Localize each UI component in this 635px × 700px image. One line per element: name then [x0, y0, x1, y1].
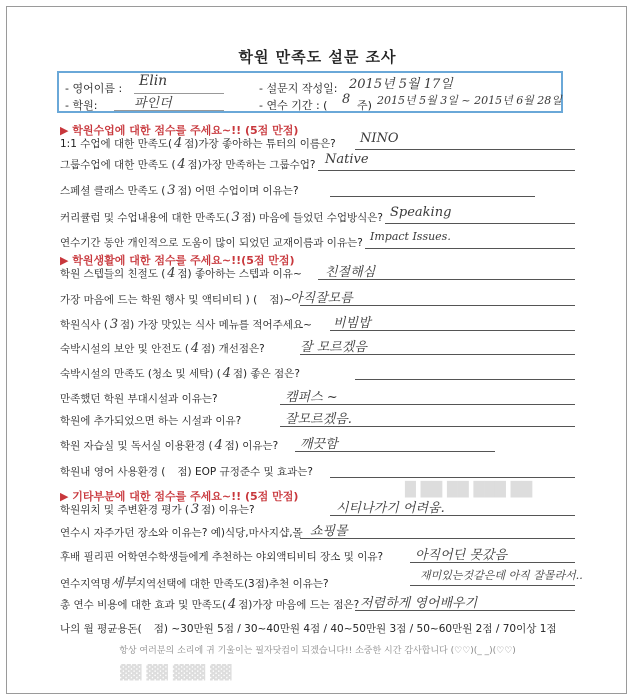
bleed-through-text: ▓▓ ▓▓ ▓▓▓ ▓▓: [120, 665, 232, 681]
question-text: 점) 마음에 들었던 수업방식은?: [241, 212, 383, 224]
study-period-label: - 연수 기간 : (: [259, 99, 328, 112]
handwritten-answer: 아직어딘 못갔음: [415, 548, 508, 563]
handwritten-answer: Native: [325, 152, 369, 167]
question-row: [60, 341, 265, 356]
question-label: 연수지역명: [60, 578, 111, 590]
question-text: 점) 가장 맛있는 식사 메뉴를 적어주세요~: [120, 319, 312, 331]
question-row: [60, 210, 383, 225]
question-label: 1:1 수업에 대한 만족도(: [60, 138, 173, 150]
handwritten-answer: 깨끗함: [300, 437, 338, 452]
question-score: 4: [214, 438, 223, 453]
handwritten-answer: 비빔밥: [333, 316, 371, 331]
question-label: 학원위치 및 주변환경 평가 (: [60, 504, 190, 516]
question-row: [60, 366, 300, 381]
section-school-life: ▶ 학원생활에 대한 점수를 주세요~!!(5점 만점): [60, 254, 295, 267]
handwritten-answer: 캠퍼스 ~: [285, 390, 338, 405]
handwritten-answer: 저렴하게 영어배우기: [360, 596, 478, 611]
section-class-satisfaction: ▶ 학원수업에 대한 점수를 주세요~!! (5점 만점): [60, 124, 299, 137]
bleed-through-text: █ ██ ██ ███ ██: [405, 482, 533, 498]
answer-underline: [410, 585, 575, 586]
question-score: 3: [231, 210, 240, 225]
question-label: 학원식사 (: [60, 319, 109, 331]
question-label: 학원 자습실 및 독서실 이용환경 (: [60, 440, 213, 452]
question-label: 연수기간 동안 개인적으로 도움이 많이 되었던 교재이름과 이유는?: [60, 237, 363, 249]
answer-underline: [318, 170, 575, 171]
question-label: 커리큘럼 및 수업내용에 대한 만족도(: [60, 212, 230, 224]
question-row: [60, 413, 241, 428]
english-name-label: - 영어이름 :: [65, 82, 123, 95]
question-score: 4: [227, 597, 237, 612]
question-row: [60, 292, 292, 307]
question-score: 4: [174, 136, 183, 151]
school-value: 파인더: [134, 96, 172, 111]
question-label: 연수시 자주가던 장소와 이유는? 예)식당,마사지샵,몰: [60, 527, 303, 539]
question-label: 나의 월 평균용돈(: [60, 623, 142, 635]
english-name-value: Elin: [139, 73, 168, 89]
study-period-unit: 주): [357, 99, 372, 112]
handwritten-answer: NINO: [360, 131, 399, 146]
handwritten-answer: 시티나가기 어려움.: [336, 501, 445, 516]
survey-date-value: 2015년 5월 17일: [349, 77, 453, 92]
survey-date-label: - 설문지 작성일:: [259, 82, 338, 95]
question-label: 숙박시설의 만족도 (청소 및 세탁) (: [60, 368, 221, 380]
question-row: [60, 317, 312, 332]
answer-underline: [365, 248, 575, 249]
handwritten-answer: Speaking: [390, 205, 452, 220]
handwritten-answer: 친절해심: [325, 265, 376, 280]
info-box: [57, 71, 563, 113]
answer-underline: [330, 196, 535, 197]
question-row: [60, 549, 383, 564]
handwritten-answer: 잘모르겠음.: [285, 412, 352, 427]
question-score: 3: [109, 317, 119, 332]
question-row: [60, 464, 313, 479]
question-row: [60, 621, 557, 636]
question-score: 4: [190, 341, 200, 356]
question-text: 지역선택에 대한 만족도(3점)추천 이유는?: [135, 578, 329, 590]
handwritten-answer: 아직잘모름: [290, 291, 353, 306]
question-label: 총 연수 비용에 대한 효과 및 만족도(: [60, 599, 227, 611]
question-score: 4: [222, 366, 231, 381]
question-row: [60, 235, 363, 250]
study-period-value: 2015년 5월 3일 ~ 2015년 6월 28일: [377, 94, 562, 107]
question-text: 점) 좋아하는 스텝과 이유~: [177, 268, 302, 280]
answer-underline: [330, 477, 575, 478]
question-text: 점)가장 좋아하는 튜터의 이름은?: [184, 138, 336, 150]
question-text: 점) 개선점은?: [201, 343, 265, 355]
question-text: 점) 어떤 수업이며 이유는?: [177, 185, 299, 197]
question-label: 스페셜 클래스 만족도 (: [60, 185, 166, 197]
question-row: [60, 183, 299, 198]
question-label: 만족했던 학원 부대시설과 이유는?: [60, 393, 218, 405]
section-other: ▶ 기타부분에 대한 점수를 주세요~!! (5점 만점): [60, 490, 299, 503]
handwritten-answer: 잘 모르겠음: [300, 340, 367, 355]
question-text: 점) EOP 규정준수 및 효과는?: [177, 466, 313, 478]
survey-title: 학원 만족도 설문 조사: [238, 48, 397, 66]
question-row: [60, 597, 359, 612]
question-text: 점) ~30만원 5점 / 30~40만원 4점 / 40~50만원 3점 / 50~60만원 2점 / 70이상 1점: [153, 623, 557, 635]
question-row: [60, 136, 336, 151]
question-text: 점) 이유는?: [201, 504, 255, 516]
handwritten-answer: 쇼핑몰: [310, 524, 348, 539]
question-row: [60, 438, 278, 453]
question-text: 점)가장 만족하는 그룹수업?: [187, 159, 316, 171]
question-text: 점) 이유는?: [224, 440, 279, 452]
question-score: 3: [190, 502, 200, 517]
question-score: 4: [167, 266, 176, 281]
question-score: 세부: [110, 576, 136, 591]
school-label: - 학원:: [65, 99, 98, 112]
question-row: [60, 266, 302, 281]
question-row: [60, 525, 303, 540]
answer-underline: [355, 379, 575, 380]
question-text: 점)가장 마음에 드는 점은?: [238, 599, 360, 611]
question-row: [60, 502, 255, 517]
handwritten-answer: 재미있는것같은데 아직 잘몰라서..: [420, 569, 583, 582]
question-score: 4: [177, 157, 186, 172]
question-label: 그룹수업에 대한 만족도 (: [60, 159, 176, 171]
question-label: 후배 필리핀 어학연수학생들에게 추천하는 야외액티비티 장소 및 이유?: [60, 551, 384, 563]
question-text: 점)~: [269, 294, 293, 306]
question-score: 3: [167, 183, 176, 198]
question-text: 점) 좋은 점은?: [232, 368, 300, 380]
question-row: [60, 157, 315, 172]
question-label: 학원내 영어 사용환경 (: [60, 466, 166, 478]
question-label: 숙박시설의 보안 및 안전도 (: [60, 343, 190, 355]
question-label: 학원에 추가되었으면 하는 시설과 이유?: [60, 415, 242, 427]
study-period-weeks: 8: [342, 92, 351, 107]
question-row: [60, 391, 218, 406]
question-row: [60, 572, 329, 591]
question-label: 학원 스텝들의 친절도 (: [60, 268, 166, 280]
footer-note: 항상 여러분의 소리에 귀 기울이는 필자닷컴이 되겠습니다!! 소중한 시간 감사합니다 (♡♡)(_ _)(♡♡): [119, 646, 516, 656]
answer-underline: [355, 149, 575, 150]
answer-underline: [385, 223, 575, 224]
handwritten-answer: Impact Issues.: [370, 230, 451, 243]
question-label: 가장 마음에 드는 학원 행사 및 액티비티 ) (: [60, 294, 258, 306]
